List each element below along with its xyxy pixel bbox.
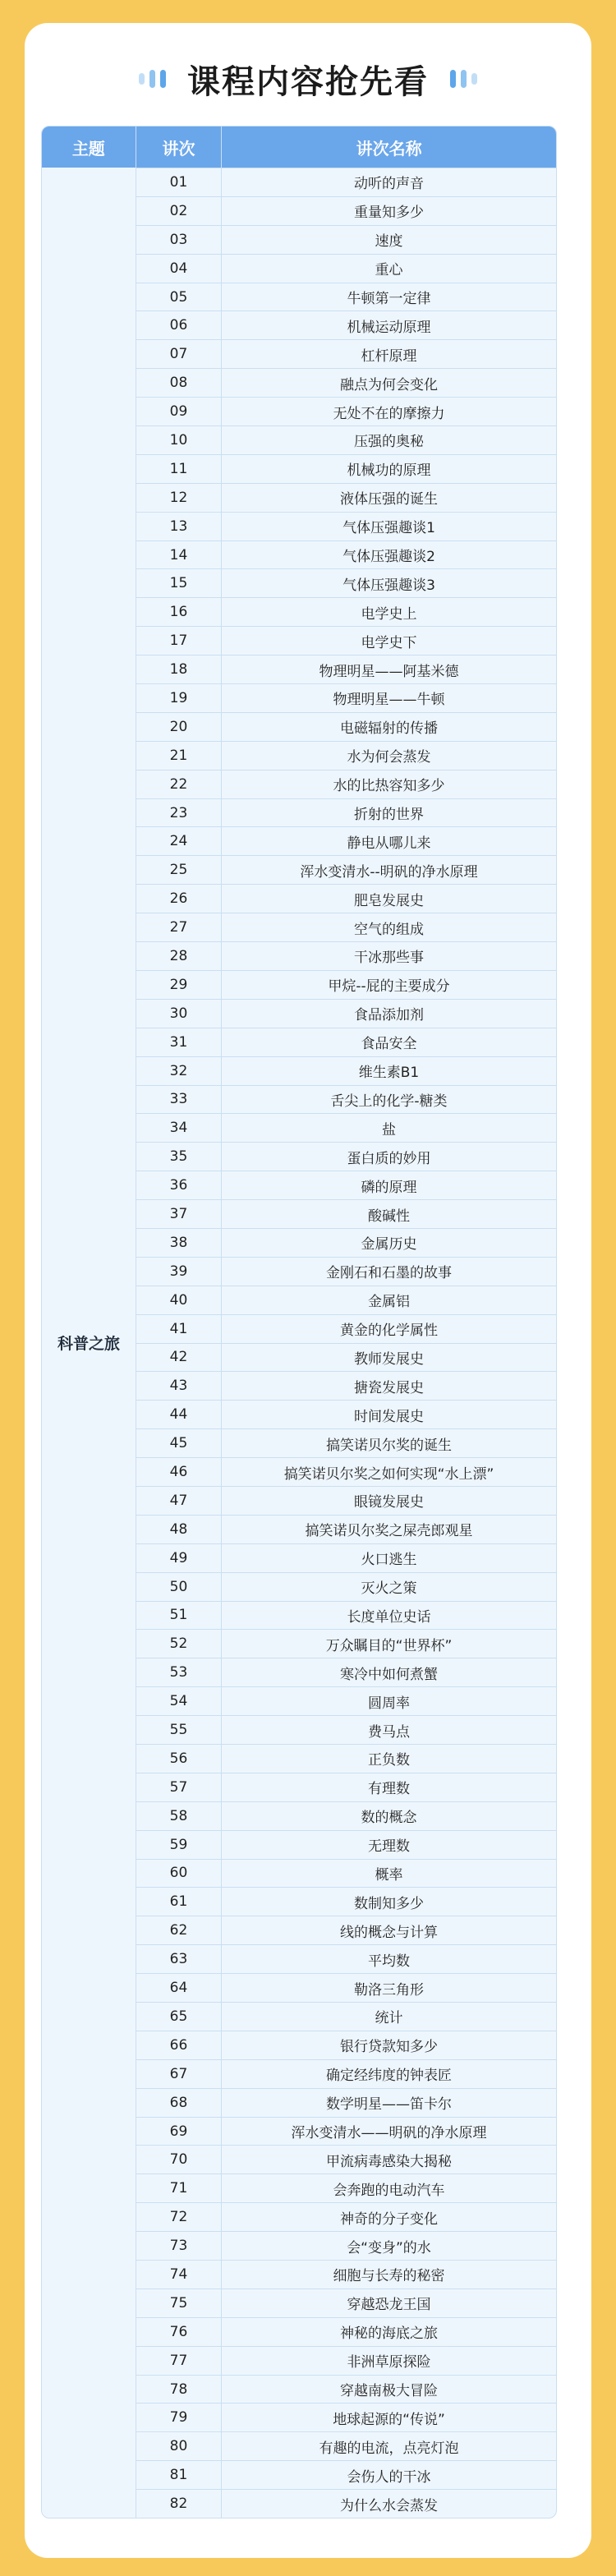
session-number: 32 xyxy=(136,1057,221,1085)
session-name: 会奔跑的电动汽车 xyxy=(221,2174,556,2202)
session-number: 35 xyxy=(136,1143,221,1171)
table-row xyxy=(136,339,556,368)
session-name: 重心 xyxy=(221,255,556,283)
session-name: 搪瓷发展史 xyxy=(221,1372,556,1400)
table-row xyxy=(136,2117,556,2146)
session-name: 甲流病毒感染大揭秘 xyxy=(221,2146,556,2174)
session-number: 41 xyxy=(136,1315,221,1343)
session-number: 80 xyxy=(136,2432,221,2460)
session-name: 牛顿第一定律 xyxy=(221,283,556,311)
table-row xyxy=(136,2031,556,2059)
session-name: 统计 xyxy=(221,2003,556,2031)
table-row xyxy=(136,1686,556,1715)
table-row xyxy=(136,741,556,770)
session-number: 28 xyxy=(136,942,221,970)
header-theme: 主题 xyxy=(71,138,105,159)
session-name: 搞笑诺贝尔奖之如何实现“水上漂” xyxy=(221,1458,556,1486)
session-name: 气体压强趣谈2 xyxy=(221,541,556,569)
session-name: 静电从哪儿来 xyxy=(221,827,556,855)
table-row xyxy=(136,1085,556,1114)
session-number: 04 xyxy=(136,255,221,283)
table-row xyxy=(136,2088,556,2117)
session-number: 62 xyxy=(136,1916,221,1944)
session-number: 40 xyxy=(136,1286,221,1314)
session-name: 肥皂发展史 xyxy=(221,885,556,913)
table-row xyxy=(136,2375,556,2404)
session-name: 数的概念 xyxy=(221,1802,556,1830)
session-number: 44 xyxy=(136,1401,221,1428)
session-number: 70 xyxy=(136,2146,221,2174)
table-row xyxy=(136,1286,556,1314)
table-row xyxy=(136,426,556,454)
session-name: 盐 xyxy=(221,1114,556,1142)
session-number: 06 xyxy=(136,311,221,339)
session-number: 16 xyxy=(136,598,221,626)
session-name: 神奇的分子变化 xyxy=(221,2203,556,2231)
session-name: 浑水变清水——明矾的净水原理 xyxy=(221,2118,556,2146)
session-number: 75 xyxy=(136,2289,221,2317)
table-row xyxy=(136,826,556,855)
table-row xyxy=(136,2202,556,2231)
session-name: 电磁辐射的传播 xyxy=(221,713,556,741)
session-name: 电学史上 xyxy=(221,598,556,626)
table-row xyxy=(136,1257,556,1286)
session-number: 56 xyxy=(136,1745,221,1773)
theme-cell: 科普之旅 xyxy=(57,1335,120,1354)
table-row xyxy=(136,1944,556,1973)
title-row xyxy=(25,54,591,104)
table-row xyxy=(136,1715,556,1744)
session-name: 无处不在的摩擦力 xyxy=(221,398,556,426)
session-name: 气体压强趣谈1 xyxy=(221,513,556,540)
table-row xyxy=(136,454,556,483)
session-number: 59 xyxy=(136,1831,221,1859)
session-name: 银行贷款知多少 xyxy=(221,2031,556,2059)
session-name: 无理数 xyxy=(221,1831,556,1859)
session-number: 42 xyxy=(136,1344,221,1372)
table-row xyxy=(136,1744,556,1773)
session-number: 19 xyxy=(136,684,221,712)
table-row xyxy=(136,1400,556,1428)
session-name: 机械运动原理 xyxy=(221,311,556,339)
session-name: 教师发展史 xyxy=(221,1344,556,1372)
session-number: 79 xyxy=(136,2404,221,2431)
table-row xyxy=(136,1830,556,1859)
table-row xyxy=(136,1773,556,1801)
table-row xyxy=(136,2403,556,2431)
session-name: 折射的世界 xyxy=(221,799,556,827)
session-number: 64 xyxy=(136,1974,221,2002)
table-row xyxy=(136,483,556,512)
table-row xyxy=(136,1314,556,1343)
table-row xyxy=(136,196,556,225)
session-name: 有趣的电流，点亮灯泡 xyxy=(221,2432,556,2460)
session-number: 49 xyxy=(136,1544,221,1572)
session-number: 77 xyxy=(136,2347,221,2375)
session-name: 为什么水会蒸发 xyxy=(221,2490,556,2518)
table-row xyxy=(136,310,556,339)
session-number: 67 xyxy=(136,2060,221,2088)
session-name: 酸碱性 xyxy=(221,1200,556,1228)
session-number: 39 xyxy=(136,1258,221,1286)
session-name: 万众瞩目的“世界杯” xyxy=(221,1630,556,1658)
table-rows xyxy=(136,168,556,2518)
table-row xyxy=(136,1056,556,1085)
session-name: 非洲草原探险 xyxy=(221,2347,556,2375)
table-row xyxy=(136,540,556,569)
table-row xyxy=(136,225,556,254)
session-number: 26 xyxy=(136,885,221,913)
table-row xyxy=(136,2489,556,2518)
session-name: 气体压强趣谈3 xyxy=(221,569,556,597)
table-row xyxy=(136,941,556,970)
session-name: 线的概念与计算 xyxy=(221,1916,556,1944)
session-name: 速度 xyxy=(221,226,556,254)
table-row xyxy=(136,1171,556,1199)
session-number: 47 xyxy=(136,1487,221,1515)
table-row xyxy=(136,1658,556,1686)
table-body xyxy=(42,168,556,2518)
session-number: 13 xyxy=(136,513,221,540)
table-row xyxy=(136,2145,556,2174)
session-name: 蛋白质的妙用 xyxy=(221,1143,556,1171)
session-name: 有理数 xyxy=(221,1773,556,1801)
session-number: 81 xyxy=(136,2461,221,2489)
session-name: 寒冷中如何煮蟹 xyxy=(221,1658,556,1686)
table-row xyxy=(136,1859,556,1888)
session-name: 舌尖上的化学-糖类 xyxy=(221,1086,556,1114)
session-number: 66 xyxy=(136,2031,221,2059)
session-number: 48 xyxy=(136,1516,221,1543)
session-number: 14 xyxy=(136,541,221,569)
table-row xyxy=(136,568,556,597)
table-row xyxy=(136,626,556,655)
session-name: 灭火之策 xyxy=(221,1573,556,1601)
table-row xyxy=(136,999,556,1028)
session-number: 82 xyxy=(136,2490,221,2518)
session-name: 金刚石和石墨的故事 xyxy=(221,1258,556,1286)
session-number: 54 xyxy=(136,1687,221,1715)
session-number: 38 xyxy=(136,1229,221,1257)
table-row xyxy=(136,2288,556,2317)
table-row xyxy=(136,1515,556,1543)
table-row xyxy=(136,1028,556,1056)
table-row xyxy=(136,1428,556,1457)
table-row xyxy=(136,2346,556,2375)
table-row xyxy=(136,1142,556,1171)
session-name: 神秘的海底之旅 xyxy=(221,2318,556,2346)
session-number: 25 xyxy=(136,856,221,884)
table-row xyxy=(136,2260,556,2288)
table-row xyxy=(136,397,556,426)
table-row xyxy=(136,855,556,884)
table-row xyxy=(136,254,556,283)
session-number: 03 xyxy=(136,226,221,254)
session-number: 31 xyxy=(136,1028,221,1056)
left-decoration-icon xyxy=(139,70,166,88)
session-name: 液体压强的诞生 xyxy=(221,484,556,512)
table-row xyxy=(136,1572,556,1601)
session-name: 维生素B1 xyxy=(221,1057,556,1085)
session-number: 73 xyxy=(136,2232,221,2260)
session-number: 11 xyxy=(136,455,221,483)
session-number: 08 xyxy=(136,369,221,397)
session-number: 36 xyxy=(136,1171,221,1199)
table-row xyxy=(136,655,556,683)
right-decoration-icon xyxy=(450,70,477,88)
table-row xyxy=(136,884,556,913)
table-row xyxy=(136,1228,556,1257)
session-name: 金属历史 xyxy=(221,1229,556,1257)
session-number: 17 xyxy=(136,627,221,655)
table-row xyxy=(136,712,556,741)
table-row xyxy=(136,2231,556,2260)
session-name: 数制知多少 xyxy=(221,1888,556,1916)
table-row xyxy=(136,168,556,196)
session-name: 费马点 xyxy=(221,1716,556,1744)
session-number: 57 xyxy=(136,1773,221,1801)
table-row xyxy=(136,2317,556,2346)
session-number: 58 xyxy=(136,1802,221,1830)
session-name: 杠杆原理 xyxy=(221,340,556,368)
session-name: 眼镜发展史 xyxy=(221,1487,556,1515)
session-number: 18 xyxy=(136,656,221,683)
session-number: 27 xyxy=(136,913,221,941)
session-name: 干冰那些事 xyxy=(221,942,556,970)
table-row xyxy=(136,1629,556,1658)
table-row xyxy=(136,1601,556,1630)
session-name: 水的比热容知多少 xyxy=(221,770,556,798)
table-row xyxy=(136,368,556,397)
session-name: 会“变身”的水 xyxy=(221,2232,556,2260)
session-name: 搞笑诺贝尔奖之屎壳郎观星 xyxy=(221,1516,556,1543)
session-name: 空气的组成 xyxy=(221,913,556,941)
table-row xyxy=(136,512,556,540)
session-name: 黄金的化学属性 xyxy=(221,1315,556,1343)
session-number: 68 xyxy=(136,2089,221,2117)
session-number: 60 xyxy=(136,1860,221,1888)
page-title: 课程内容抢先看 xyxy=(187,62,429,101)
session-number: 22 xyxy=(136,770,221,798)
session-number: 78 xyxy=(136,2376,221,2404)
session-name: 电学史下 xyxy=(221,627,556,655)
session-number: 09 xyxy=(136,398,221,426)
session-number: 37 xyxy=(136,1200,221,1228)
session-name: 食品添加剂 xyxy=(221,1000,556,1028)
table-row xyxy=(136,1801,556,1830)
session-number: 07 xyxy=(136,340,221,368)
session-number: 76 xyxy=(136,2318,221,2346)
session-number: 01 xyxy=(136,168,221,196)
table-row xyxy=(136,683,556,712)
table-row xyxy=(136,2431,556,2460)
session-name: 穿越南极大冒险 xyxy=(221,2376,556,2404)
session-number: 23 xyxy=(136,799,221,827)
session-number: 46 xyxy=(136,1458,221,1486)
session-name: 搞笑诺贝尔奖的诞生 xyxy=(221,1429,556,1457)
session-name: 物理明星——牛顿 xyxy=(221,684,556,712)
session-name: 甲烷--屁的主要成分 xyxy=(221,971,556,999)
session-name: 长度单位史话 xyxy=(221,1602,556,1630)
session-number: 65 xyxy=(136,2003,221,2031)
session-name: 火口逃生 xyxy=(221,1544,556,1572)
table-row xyxy=(136,2059,556,2088)
session-number: 61 xyxy=(136,1888,221,1916)
table-row xyxy=(136,2174,556,2202)
session-number: 50 xyxy=(136,1573,221,1601)
session-number: 05 xyxy=(136,283,221,311)
session-name: 细胞与长寿的秘密 xyxy=(221,2261,556,2288)
session-number: 24 xyxy=(136,827,221,855)
session-number: 63 xyxy=(136,1945,221,1973)
table-row xyxy=(136,1371,556,1400)
table-row xyxy=(136,913,556,941)
session-name: 时间发展史 xyxy=(221,1401,556,1428)
table-row xyxy=(136,1199,556,1228)
session-number: 12 xyxy=(136,484,221,512)
table-row xyxy=(136,1486,556,1515)
table-row xyxy=(136,1543,556,1572)
session-number: 53 xyxy=(136,1658,221,1686)
session-name: 磷的原理 xyxy=(221,1171,556,1199)
session-number: 52 xyxy=(136,1630,221,1658)
session-name: 浑水变清水--明矾的净水原理 xyxy=(221,856,556,884)
session-name: 穿越恐龙王国 xyxy=(221,2289,556,2317)
session-number: 55 xyxy=(136,1716,221,1744)
session-name: 概率 xyxy=(221,1860,556,1888)
session-number: 20 xyxy=(136,713,221,741)
session-number: 21 xyxy=(136,742,221,770)
session-number: 30 xyxy=(136,1000,221,1028)
session-number: 15 xyxy=(136,569,221,597)
session-number: 34 xyxy=(136,1114,221,1142)
session-name: 正负数 xyxy=(221,1745,556,1773)
table-row xyxy=(136,1343,556,1372)
session-name: 机械功的原理 xyxy=(221,455,556,483)
session-name: 平均数 xyxy=(221,1945,556,1973)
session-name: 食品安全 xyxy=(221,1028,556,1056)
session-name: 勒洛三角形 xyxy=(221,1974,556,2002)
session-number: 45 xyxy=(136,1429,221,1457)
session-name: 会伤人的干冰 xyxy=(221,2461,556,2489)
session-number: 02 xyxy=(136,197,221,225)
session-number: 33 xyxy=(136,1086,221,1114)
session-number: 74 xyxy=(136,2261,221,2288)
session-number: 71 xyxy=(136,2174,221,2202)
table-row xyxy=(136,1916,556,1944)
session-number: 43 xyxy=(136,1372,221,1400)
table-row xyxy=(136,2002,556,2031)
session-name: 数学明星——笛卡尔 xyxy=(221,2089,556,2117)
header-session: 讲次 xyxy=(136,126,222,168)
session-name: 动听的声音 xyxy=(221,168,556,196)
header-session-name: 讲次名称 xyxy=(221,126,556,168)
session-number: 72 xyxy=(136,2203,221,2231)
table-row xyxy=(136,1887,556,1916)
table-row xyxy=(136,798,556,827)
session-name: 圆周率 xyxy=(221,1687,556,1715)
session-number: 10 xyxy=(136,426,221,454)
session-number: 69 xyxy=(136,2118,221,2146)
table-row xyxy=(136,770,556,798)
session-name: 水为何会蒸发 xyxy=(221,742,556,770)
table-row xyxy=(136,283,556,311)
session-name: 重量知多少 xyxy=(221,197,556,225)
table-row xyxy=(136,1457,556,1486)
table-header xyxy=(42,126,556,168)
session-name: 地球起源的“传说” xyxy=(221,2404,556,2431)
table-row xyxy=(136,2460,556,2489)
session-name: 压强的奥秘 xyxy=(221,426,556,454)
table-row xyxy=(136,597,556,626)
session-name: 物理明星——阿基米德 xyxy=(221,656,556,683)
table-row xyxy=(136,1973,556,2002)
session-name: 确定经纬度的钟表匠 xyxy=(221,2060,556,2088)
session-name: 金属铝 xyxy=(221,1286,556,1314)
table-row xyxy=(136,1113,556,1142)
table-row xyxy=(136,970,556,999)
session-name: 融点为何会变化 xyxy=(221,369,556,397)
session-number: 29 xyxy=(136,971,221,999)
course-table xyxy=(41,126,557,2518)
session-number: 51 xyxy=(136,1602,221,1630)
